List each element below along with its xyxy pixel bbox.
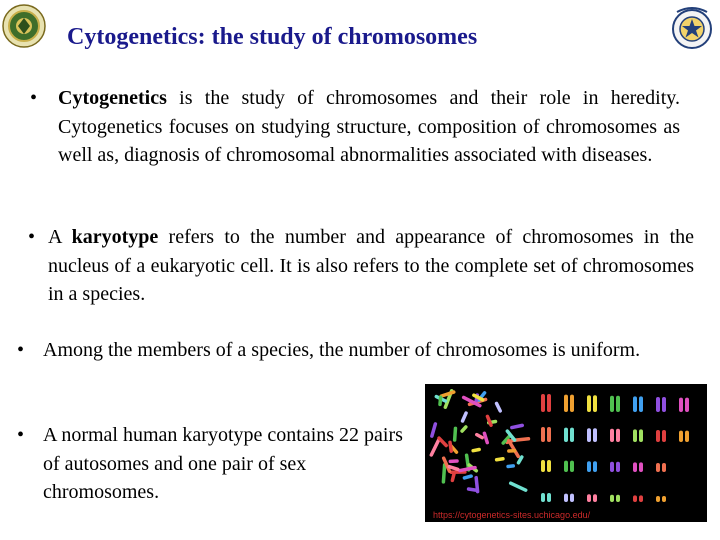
chromosome-shape <box>616 396 620 412</box>
chromosome-shape <box>633 495 637 502</box>
bullet-prefix: A <box>48 226 72 248</box>
chromosome-shape <box>541 394 545 412</box>
chromosome-shape <box>610 462 614 472</box>
chromosome-shape <box>547 493 551 502</box>
chromosome-shape <box>587 395 591 412</box>
bullet-marker: • <box>30 87 38 109</box>
chromosome-shape <box>541 460 545 472</box>
university-logo-left <box>2 4 46 48</box>
chromosome-shape <box>593 461 597 472</box>
chromosome-shape <box>639 396 643 412</box>
bullet-text: Among the members of a species, the number of chromosomes is uniform. <box>43 339 641 361</box>
chromosome-shape <box>541 493 545 502</box>
karyotype-image <box>425 384 707 522</box>
chromosome-shape <box>639 429 643 442</box>
chromosome-shape <box>639 495 643 502</box>
chromosome-shape <box>462 474 473 480</box>
chromosome-shape <box>547 427 551 442</box>
chromosome-shape <box>587 428 591 442</box>
chromosome-shape <box>587 461 591 472</box>
chromosome-shape <box>547 394 551 412</box>
chromosome-shape <box>564 494 568 502</box>
chromosome-shape <box>495 457 505 462</box>
chromosome-shape <box>633 429 637 442</box>
chromosome-shape <box>616 429 620 442</box>
bullet-uniform-number <box>17 336 683 365</box>
chromosome-shape <box>662 430 666 442</box>
chromosome-shape <box>494 401 502 413</box>
chromosome-shape <box>662 463 666 472</box>
chromosome-shape <box>508 481 528 493</box>
chromosome-shape <box>656 430 660 442</box>
bullet-marker: • <box>17 339 25 361</box>
chromosome-shape <box>616 462 620 472</box>
chromosome-shape <box>662 496 666 502</box>
term-cytogenetics: Cytogenetics <box>58 87 167 109</box>
chromosome-shape <box>593 395 597 412</box>
chromosome-shape <box>507 449 516 453</box>
term-karyotype: karyotype <box>71 226 159 248</box>
chromosome-shape <box>633 462 637 472</box>
chromosome-shape <box>633 396 637 412</box>
chromosome-shape <box>593 428 597 442</box>
chromosome-shape <box>656 463 660 472</box>
chromosome-shape <box>610 429 614 442</box>
chromosome-shape <box>564 428 568 442</box>
bullet-text: A normal human karyotype contains 22 pairs of autosomes and one pair of sex chromosomes. <box>43 424 403 503</box>
chromosome-shape <box>570 494 574 502</box>
karyotype-picture <box>425 384 707 522</box>
university-logo-right <box>669 4 715 50</box>
bullet-text: refers to the number and appearance of chromosomes in the nucleus of a eukaryotic cell. It is also refers to the complete set of chromosomes in a species. <box>48 226 694 305</box>
chromosome-shape <box>564 461 568 472</box>
chromosome-shape <box>506 464 515 468</box>
chromosome-shape <box>679 431 683 442</box>
page-title: Cytogenetics: the study of chromosomes <box>67 24 478 50</box>
chromosome-shape <box>541 427 545 442</box>
bullet-marker: • <box>28 226 36 248</box>
chromosome-shape <box>453 427 458 442</box>
chromosome-shape <box>430 422 438 439</box>
chromosome-shape <box>570 461 574 472</box>
chromosome-shape <box>471 447 481 452</box>
chromosome-shape <box>610 396 614 412</box>
chromosome-shape <box>570 395 574 412</box>
chromosome-shape <box>460 424 469 433</box>
chromosome-shape <box>639 462 643 472</box>
chromosome-shape <box>662 397 666 412</box>
image-source-url: https://cytogenetics-sites.uchicago.edu/ <box>433 510 591 520</box>
bullet-cytogenetics <box>30 84 680 170</box>
chromosome-shape <box>616 495 620 502</box>
emblem-icon <box>2 4 46 48</box>
bullet-karyotype <box>28 223 694 309</box>
chromosome-shape <box>685 398 689 412</box>
chromosome-shape <box>570 428 574 442</box>
chromosome-shape <box>510 423 525 429</box>
chromosome-shape <box>656 496 660 502</box>
bullet-marker: • <box>17 424 25 446</box>
chromosome-shape <box>547 460 551 472</box>
chromosome-shape <box>460 411 468 424</box>
bullet-text: is the study of chromosomes and their role in heredity. Cytogenetics focuses on studying structure, composition of chromosomes as well as, diagnosis of chromosomal abnormalities associated with diseases. <box>58 87 680 166</box>
chromosome-shape <box>679 398 683 412</box>
chromosome-shape <box>448 459 458 463</box>
bullet-human-karyotype <box>17 421 409 507</box>
chromosome-shape <box>593 494 597 502</box>
chromosome-shape <box>656 397 660 412</box>
chromosome-shape <box>610 495 614 502</box>
seal-icon <box>669 4 715 50</box>
chromosome-shape <box>564 395 568 412</box>
chromosome-shape <box>685 431 689 442</box>
chromosome-shape <box>587 494 591 502</box>
chromosome-shape <box>429 438 441 457</box>
